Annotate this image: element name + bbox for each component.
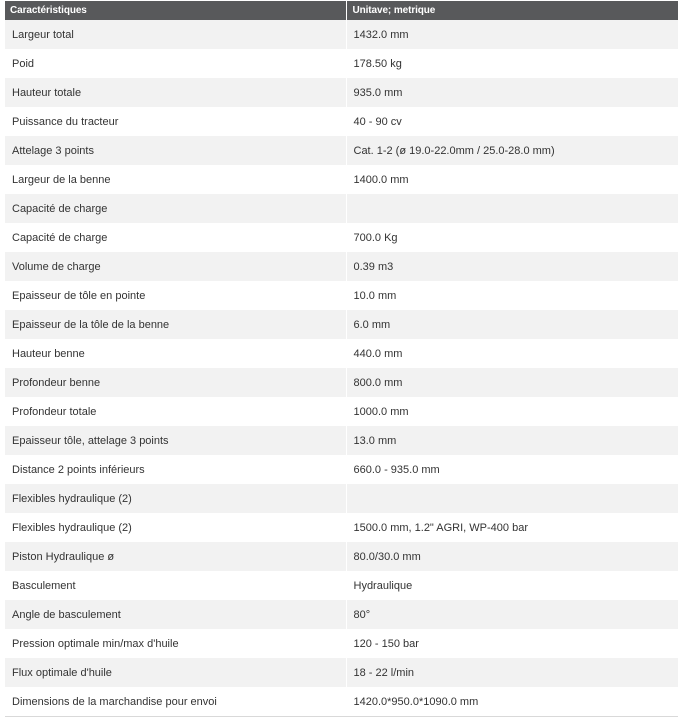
spec-label: Dimensions de la marchandise pour envoi [5,687,346,717]
table-body [5,20,678,717]
spec-label: Flexibles hydraulique (2) [5,513,346,542]
spec-value: 80.0/30.0 mm [346,542,678,571]
spec-label: Flexibles hydraulique (2) [5,484,346,513]
spec-value: Cat. 1-2 (ø 19.0-22.0mm / 25.0-28.0 mm) [346,136,678,165]
spec-value [346,194,678,223]
spec-label: Basculement [5,571,346,600]
spec-label: Poid [5,49,346,78]
table-row [5,600,678,629]
table-row [5,252,678,281]
spec-label: Volume de charge [5,252,346,281]
table-row [5,629,678,658]
spec-value: 13.0 mm [346,426,678,455]
spec-label: Largeur total [5,20,346,49]
table-row [5,310,678,339]
spec-value: 700.0 Kg [346,223,678,252]
table-row [5,513,678,542]
column-header-characteristics: Caractéristiques [5,1,346,20]
spec-value: 40 - 90 cv [346,107,678,136]
table-row [5,455,678,484]
spec-value: 10.0 mm [346,281,678,310]
spec-label: Puissance du tracteur [5,107,346,136]
table-row [5,78,678,107]
table-row [5,194,678,223]
table-row [5,339,678,368]
spec-value: 660.0 - 935.0 mm [346,455,678,484]
spec-label: Piston Hydraulique ø [5,542,346,571]
spec-label: Profondeur totale [5,397,346,426]
spec-value: 120 - 150 bar [346,629,678,658]
spec-label: Epaisseur de la tôle de la benne [5,310,346,339]
spec-label: Pression optimale min/max d'huile [5,629,346,658]
spec-label: Epaisseur de tôle en pointe [5,281,346,310]
table-row [5,20,678,49]
spec-label: Hauteur benne [5,339,346,368]
spec-label: Angle de basculement [5,600,346,629]
spec-label: Attelage 3 points [5,136,346,165]
spec-value: 1400.0 mm [346,165,678,194]
table-row [5,49,678,78]
spec-value: 0.39 m3 [346,252,678,281]
spec-value: 18 - 22 l/min [346,658,678,687]
spec-value: 1500.0 mm, 1.2" AGRI, WP-400 bar [346,513,678,542]
spec-label: Flux optimale d'huile [5,658,346,687]
table-row [5,484,678,513]
table-row [5,368,678,397]
column-header-metric-unit: Unitave; metrique [346,1,678,20]
spec-label: Largeur de la benne [5,165,346,194]
spec-label: Epaisseur tôle, attelage 3 points [5,426,346,455]
table-row [5,281,678,310]
table-row [5,223,678,252]
spec-label: Capacité de charge [5,194,346,223]
spec-value: 6.0 mm [346,310,678,339]
spec-value: 178.50 kg [346,49,678,78]
spec-value: 935.0 mm [346,78,678,107]
header-row [5,1,678,20]
table-header [5,1,678,20]
table-row [5,136,678,165]
table-row [5,658,678,687]
spec-value: Hydraulique [346,571,678,600]
table-row [5,542,678,571]
spec-label: Distance 2 points inférieurs [5,455,346,484]
spec-value: 440.0 mm [346,339,678,368]
spec-value: 1000.0 mm [346,397,678,426]
table-row [5,165,678,194]
spec-label: Capacité de charge [5,223,346,252]
spec-value: 1432.0 mm [346,20,678,49]
spec-label: Hauteur totale [5,78,346,107]
spec-value: 1420.0*950.0*1090.0 mm [346,687,678,717]
table-row [5,687,678,717]
spec-label: Profondeur benne [5,368,346,397]
table-row [5,571,678,600]
spec-value: 80° [346,600,678,629]
spec-value: 800.0 mm [346,368,678,397]
table-row [5,426,678,455]
spec-value [346,484,678,513]
table-row [5,397,678,426]
specifications-table [5,1,678,717]
table-row [5,107,678,136]
